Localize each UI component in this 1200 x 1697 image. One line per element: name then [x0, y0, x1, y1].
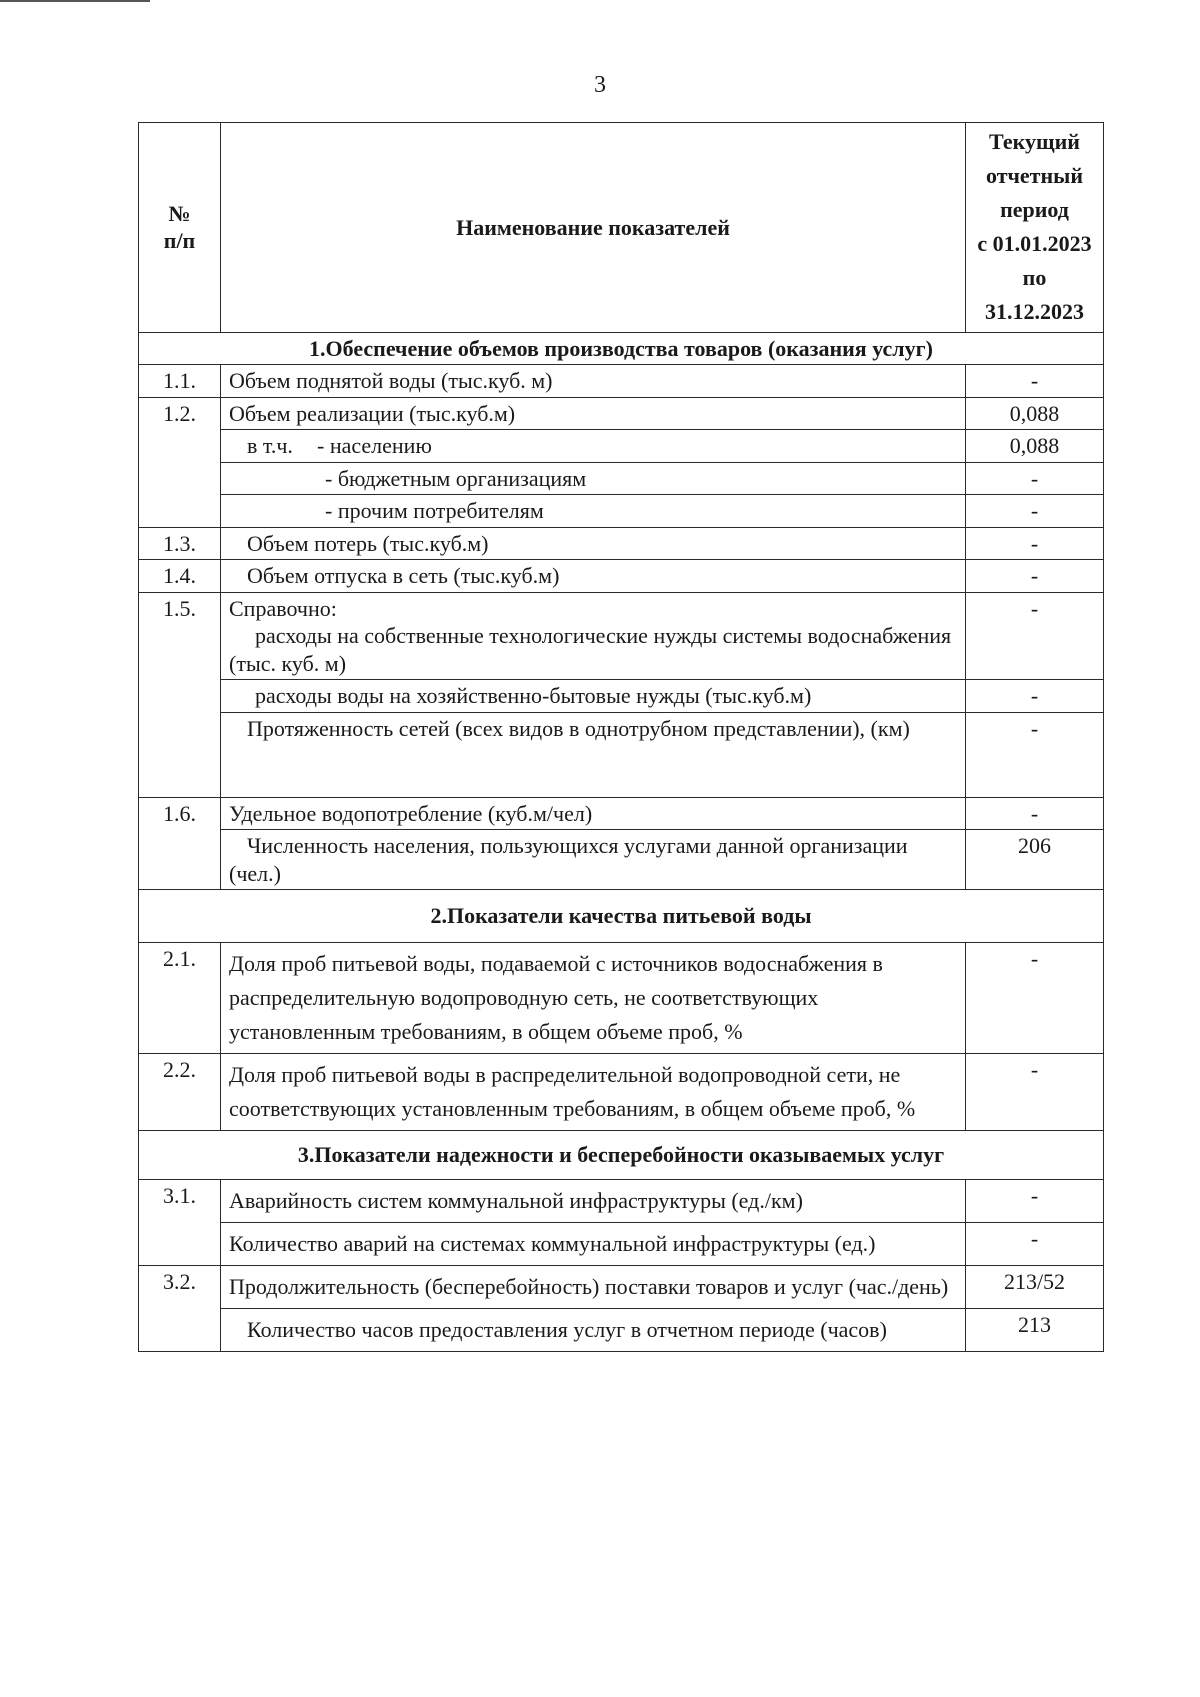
section-3-title: 3.Показатели надежности и бесперебойности оказываемых услуг [139, 1131, 1104, 1180]
row-value: - [966, 1179, 1104, 1222]
row-value: - [966, 365, 1104, 398]
table-row [139, 1265, 1104, 1308]
section-row [139, 332, 1104, 365]
table-row [139, 397, 1104, 430]
row-value: - [966, 462, 1104, 495]
table-row [139, 430, 1104, 463]
scan-artifact [0, 0, 150, 2]
row-name: Протяженность сетей (всех видов в однотрубном представлении), (км) [221, 712, 966, 797]
row-name: Аварийность систем коммунальной инфраструктуры (ед./км) [221, 1179, 966, 1222]
table-row [139, 1222, 1104, 1265]
header-period: Текущий отчетный период с 01.01.2023 по 31.12.2023 [966, 123, 1104, 333]
row-name: Объем поднятой воды (тыс.куб. м) [221, 365, 966, 398]
header-name: Наименование показателей [221, 123, 966, 333]
table-row [139, 680, 1104, 713]
row-name: - прочим потребителям [221, 495, 966, 528]
row-num: 1.2. [139, 397, 221, 527]
row-name: Численность населения, пользующихся услугами данной организации (чел.) [221, 830, 966, 890]
row-value: - [966, 1222, 1104, 1265]
row-name: в т.ч. - населению [221, 430, 966, 463]
table-row [139, 1308, 1104, 1351]
row-label: Справочно: [229, 595, 337, 621]
row-num: 3.1. [139, 1179, 221, 1265]
section-row [139, 1131, 1104, 1180]
row-value: 213 [966, 1308, 1104, 1351]
row-name: расходы воды на хозяйственно-бытовые нужды (тыс.куб.м) [221, 680, 966, 713]
row-name: - бюджетным организациям [221, 462, 966, 495]
table-header-row [139, 123, 1104, 333]
row-value: - [966, 527, 1104, 560]
table-row [139, 1053, 1104, 1130]
row-prefix: в т.ч. [247, 433, 293, 459]
section-2-title: 2.Показатели качества питьевой воды [139, 890, 1104, 943]
row-name: Удельное водопотребление (куб.м/чел) [221, 797, 966, 830]
row-num: 1.4. [139, 560, 221, 593]
row-name: Доля проб питьевой воды в распределительной водопроводной сети, не соответствующих установленным требованиям, в общем объеме проб, % [221, 1053, 966, 1130]
row-name: Объем реализации (тыс.куб.м) [221, 397, 966, 430]
table-row [139, 462, 1104, 495]
row-name: Количество аварий на системах коммунальной инфраструктуры (ед.) [221, 1222, 966, 1265]
row-num: 1.1. [139, 365, 221, 398]
table-row [139, 942, 1104, 1053]
table-row [139, 797, 1104, 830]
row-value: 213/52 [966, 1265, 1104, 1308]
row-num: 1.5. [139, 592, 221, 797]
row-num: 1.3. [139, 527, 221, 560]
row-name: Количество часов предоставления услуг в отчетном периоде (часов) [221, 1308, 966, 1351]
row-num: 1.6. [139, 797, 221, 890]
row-value: - [966, 560, 1104, 593]
row-num: 2.1. [139, 942, 221, 1053]
table-row [139, 365, 1104, 398]
indicators-table [138, 122, 1104, 1352]
row-name: Справочно: расходы на собственные технологические нужды системы водоснабжения (тыс. куб. м) [221, 592, 966, 680]
section-1-title: 1.Обеспечение объемов производства товаров (оказания услуг) [139, 332, 1104, 365]
header-num: № п/п [139, 123, 221, 333]
row-name: Объем потерь (тыс.куб.м) [221, 527, 966, 560]
table-row [139, 592, 1104, 680]
section-row [139, 890, 1104, 943]
page-number: 3 [594, 72, 606, 98]
row-value: 0,088 [966, 397, 1104, 430]
row-value: - [966, 680, 1104, 713]
row-name: Объем отпуска в сеть (тыс.куб.м) [221, 560, 966, 593]
row-name: Продолжительность (бесперебойность) поставки товаров и услуг (час./день) [221, 1265, 966, 1308]
table-row [139, 495, 1104, 528]
row-value: - [966, 592, 1104, 680]
row-num: 3.2. [139, 1265, 221, 1351]
table-row [139, 527, 1104, 560]
table-row [139, 560, 1104, 593]
row-num: 2.2. [139, 1053, 221, 1130]
row-value: - [966, 942, 1104, 1053]
row-value: - [966, 712, 1104, 797]
table-row [139, 1179, 1104, 1222]
row-value: 0,088 [966, 430, 1104, 463]
row-value: - [966, 495, 1104, 528]
row-value: 206 [966, 830, 1104, 890]
table-row [139, 712, 1104, 797]
row-value: - [966, 797, 1104, 830]
row-value: - [966, 1053, 1104, 1130]
table-row [139, 830, 1104, 890]
row-name: Доля проб питьевой воды, подаваемой с источников водоснабжения в распределительную водопроводную сеть, не соответствующих установленным требованиям, в общем объеме проб, % [221, 942, 966, 1053]
